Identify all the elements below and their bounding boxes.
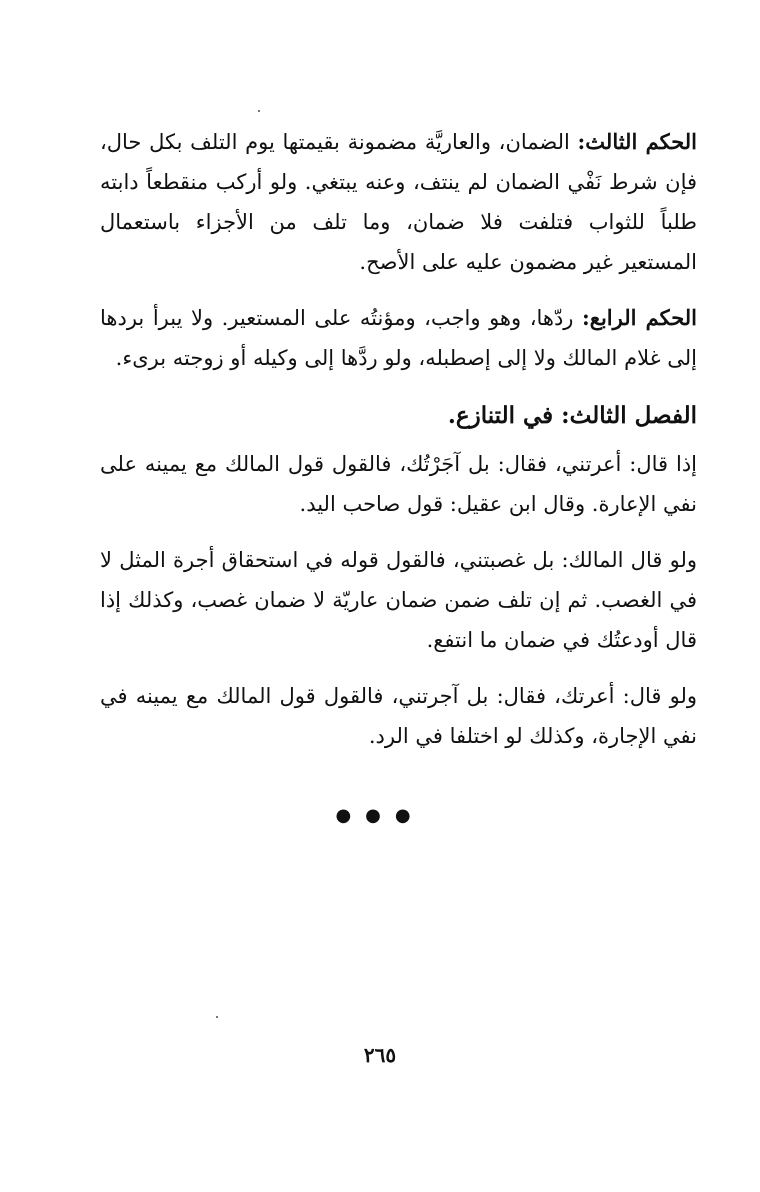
scan-speck (258, 110, 260, 112)
page-body (100, 122, 697, 772)
paragraph-dispute-hire: ولو قال: أعرتك، فقال: بل آجرتني، فالقول قول المالك مع يمينه في نفي الإجارة، وكذلك لو اختلفا في الرد. (100, 684, 697, 748)
paragraph-dispute-lending: إذا قال: أعرتني، فقال: بل آجَرْتُك، فالقول قول المالك مع يمينه على نفي الإعارة. وقال ابن عقيل: قول صاحب اليد. (100, 452, 697, 516)
paragraph-text: الضمان، والعاريَّة مضمونة بقيمتها يوم التلف بكل حال، فإن شرط نَفْي الضمان لم ينتف، وعنه يبتغي. ولو أركب منقطعاً دابته طلباً للثواب فتلفت فلا ضمان، وما تلف من الأجزاء باستعمال المستعير غير مضمون عليه على الأصح. (100, 130, 697, 274)
scan-speck (216, 1016, 218, 1018)
paragraph-text: ردّها، وهو واجب، ومؤنتُه على المستعير. ولا يبرأ بردها إلى غلام المالك ولا إلى إصطبله، ولو ردَّها إلى وكيله أو زوجته برىء. (100, 306, 697, 370)
section-heading: الفصل الثالث: في التنازع. (447, 402, 697, 429)
paragraph-ruling-four (100, 298, 697, 378)
paragraph-dispute-usurpation: ولو قال المالك: بل غصبتني، فالقول قوله في استحقاق أجرة المثل لا في الغصب. ثم إن تلف ضمن ضمان عاريّة لا ضمان غصب، وكذلك إذا قال أودعتُك في ضمان ما انتفع. (100, 548, 697, 652)
page-number: ٢٦٥ (363, 1043, 397, 1067)
paragraph-ruling-three (100, 122, 697, 282)
paragraph-lead: الحكم الرابع: (582, 305, 697, 330)
paragraph-lead: الحكم الثالث: (577, 129, 697, 154)
section-separator: ●●● (335, 805, 425, 826)
